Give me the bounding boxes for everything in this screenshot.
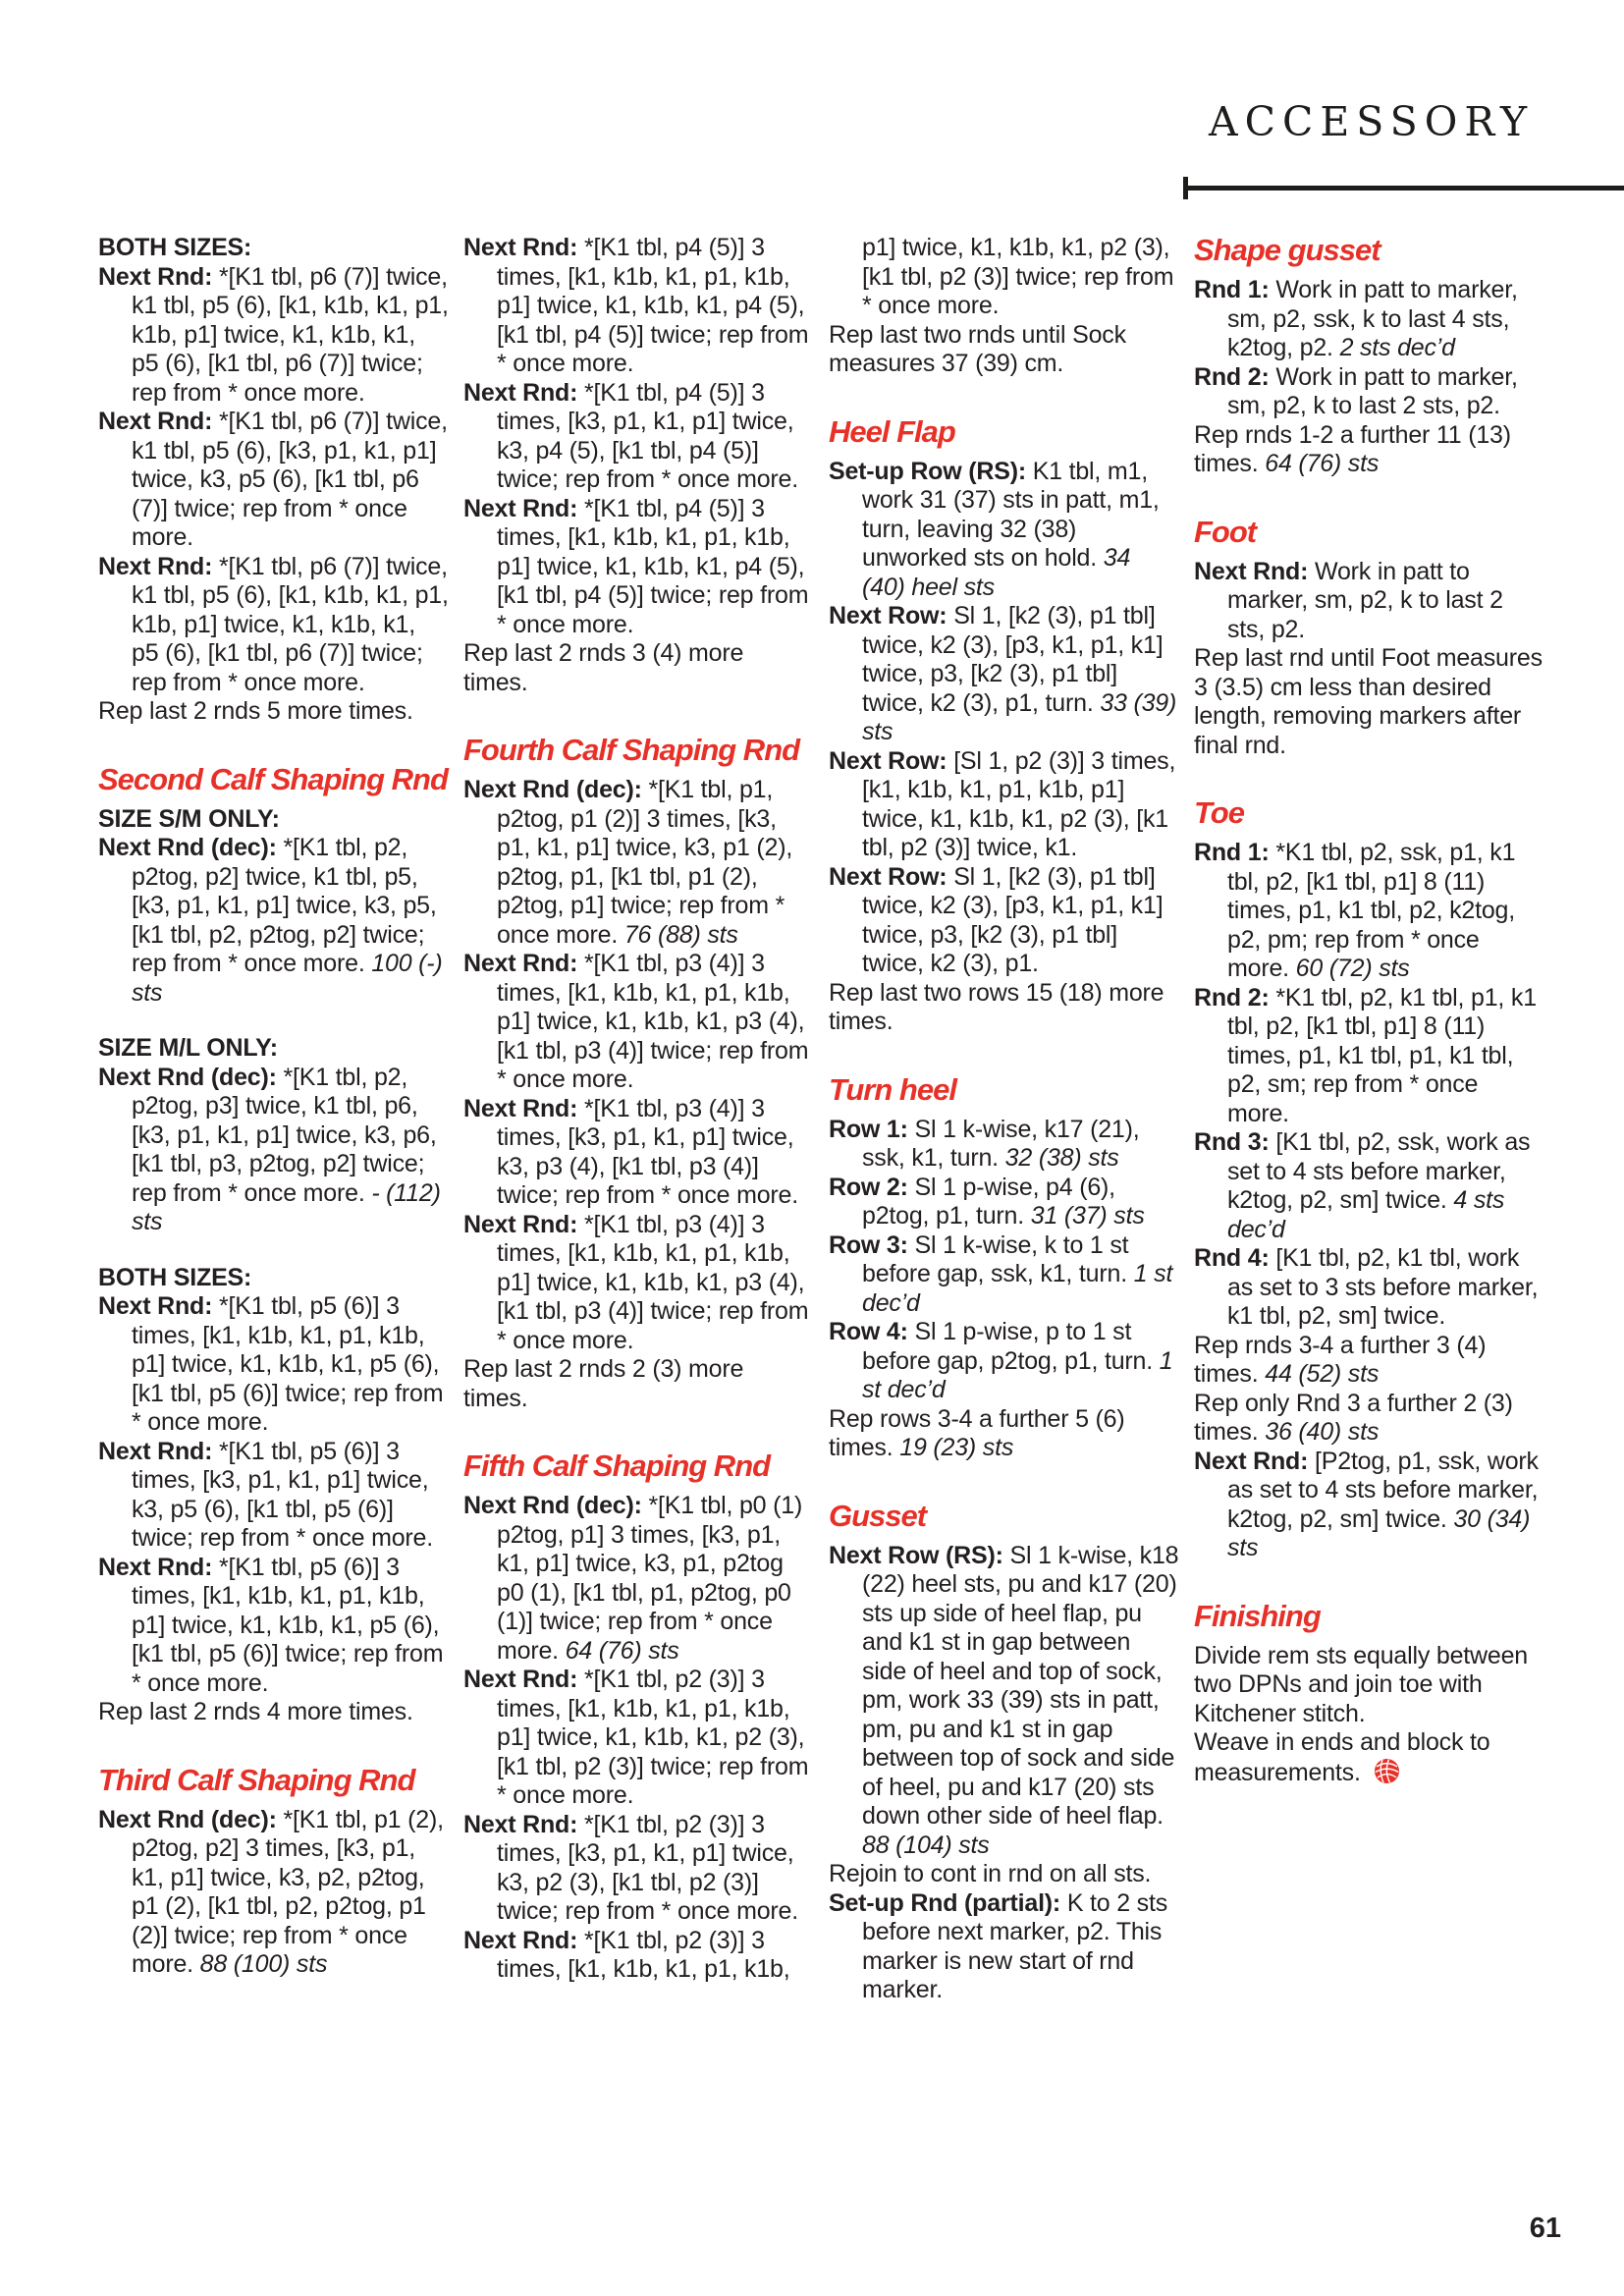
- size-subhead: SIZE M/L ONLY:: [98, 1034, 278, 1062]
- note-paragraph: Divide rem sts equally between two DPNs and join toe with Kitchener stitch.: [1194, 1641, 1528, 1727]
- note-paragraph: Rep rows 3-4 a further 5 (6) times. 19 (23) sts: [829, 1404, 1125, 1461]
- page-number: 61: [1529, 2213, 1561, 2244]
- instruction-paragraph: Next Rnd (dec): *[K1 tbl, p1 (2), p2tog, p2] 3 times, [k3, p1, k1, p1] twice, k3, p2, p2tog, p1 (2), [k1 tbl, p2, p2tog, p1 (2)] twice; rep from * once more. 88 (100) sts: [98, 1805, 444, 1978]
- note-paragraph: Rejoin to cont in rnd on all sts.: [829, 1860, 1152, 1887]
- instruction-paragraph: Next Rnd: *[K1 tbl, p4 (5)] 3 times, [k1, k1b, k1, p1, k1b, p1] twice, k1, k1b, k1, p4 (5), [k1 tbl, p4 (5)] twice; rep from * once more.: [463, 494, 809, 638]
- section-heading: Second Calf Shaping Rnd: [98, 761, 448, 796]
- column-2: [463, 234, 814, 2005]
- column-4: [1194, 234, 1544, 2005]
- instruction-paragraph: Next Rnd: *[K1 tbl, p2 (3)] 3 times, [k1, k1b, k1, p1, k1b,: [463, 1926, 790, 1983]
- instruction-paragraph: Next Rnd: *[K1 tbl, p3 (4)] 3 times, [k1, k1b, k1, p1, k1b, p1] twice, k1, k1b, k1, p3 (4), [k1 tbl, p3 (4)] twice; rep from * once more.: [463, 950, 809, 1093]
- instruction-paragraph: Set-up Row (RS): K1 tbl, m1, work 31 (37) sts in patt, m1, turn, leaving 32 (38) unworked sts on hold. 34 (40) heel sts: [829, 457, 1160, 601]
- instruction-paragraph: Row 2: Sl 1 p-wise, p4 (6), p2tog, p1, turn. 31 (37) sts: [829, 1173, 1145, 1230]
- instruction-paragraph: Next Row: Sl 1, [k2 (3), p1 tbl] twice, k2 (3), [p3, k1, p1, k1] twice, p3, [k2 (3), p1 tbl] twice, k2 (3), p1.: [829, 862, 1164, 977]
- instruction-paragraph: Next Rnd: *[K1 tbl, p6 (7)] twice, k1 tbl, p5 (6), [k1, k1b, k1, p1, k1b, p1] twice, k1, k1b, k1, p5 (6), [k1 tbl, p6 (7)] twice; rep from * once more.: [98, 552, 449, 696]
- instruction-paragraph: Next Row: Sl 1, [k2 (3), p1 tbl] twice, k2 (3), [p3, k1, p1, k1] twice, p3, [k2 (3), p1 tbl] twice, k2 (3), p1, turn. 33 (39) sts: [829, 602, 1177, 745]
- pattern-columns: [98, 234, 1544, 2005]
- column-1: [98, 234, 449, 2005]
- instruction-paragraph: Row 1: Sl 1 k-wise, k17 (21), ssk, k1, turn. 32 (38) sts: [829, 1115, 1140, 1172]
- instruction-paragraph: Rnd 2: *K1 tbl, p2, k1 tbl, p1, k1 tbl, p2, [k1 tbl, p1] 8 (11) times, p1, k1 tbl, p1, k1 tbl, p2, sm; rep from * once more.: [1194, 983, 1537, 1127]
- column-3: [829, 234, 1179, 2005]
- instruction-paragraph: Next Rnd: *[K1 tbl, p2 (3)] 3 times, [k3, p1, k1, p1] twice, k3, p2 (3), [k1 tbl, p2 (3)] twice; rep from * once more.: [463, 1810, 799, 1925]
- instruction-paragraph: Rnd 2: Work in patt to marker, sm, p2, k to last 2 sts, p2.: [1194, 362, 1518, 419]
- section-heading: Finishing: [1194, 1598, 1321, 1633]
- note-paragraph: Rep last 2 rnds 5 more times.: [98, 697, 413, 725]
- section-heading: Heel Flap: [829, 413, 955, 449]
- section-label: ACCESSORY: [1209, 98, 1535, 145]
- instruction-paragraph: Next Rnd (dec): *[K1 tbl, p1, p2tog, p1 (2)] 3 times, [k3, p1, k1, p1] twice, k3, p1 (2), p2tog, p1, [k1 tbl, p1 (2), p2tog, p1] twice; rep from * once more. 76 (88) sts: [463, 776, 793, 949]
- note-paragraph: Rep rnds 3-4 a further 3 (4) times. 44 (52) sts: [1194, 1331, 1487, 1388]
- size-subhead: BOTH SIZES:: [98, 1263, 252, 1291]
- note-paragraph: Rep last two rnds until Sock measures 37 (39) cm.: [829, 320, 1126, 377]
- instruction-paragraph: Rnd 3: [K1 tbl, p2, ssk, work as set to 4 sts before marker, k2tog, p2, sm] twice. 4 sts dec’d: [1194, 1128, 1531, 1243]
- instruction-paragraph: Next Rnd: *[K1 tbl, p6 (7)] twice, k1 tbl, p5 (6), [k3, p1, k1, p1] twice, k3, p5 (6), [k1 tbl, p6 (7)] twice; rep from * once more.: [98, 408, 448, 551]
- instruction-continuation: p1] twice, k1, k1b, k1, p2 (3), [k1 tbl, p2 (3)] twice; rep from * once more.: [862, 234, 1174, 319]
- instruction-paragraph: Next Rnd: *[K1 tbl, p3 (4)] 3 times, [k1, k1b, k1, p1, k1b, p1] twice, k1, k1b, k1, p3 (4), [k1 tbl, p3 (4)] twice; rep from * once more.: [463, 1210, 809, 1354]
- instruction-paragraph: Next Row (RS): Sl 1 k-wise, k18 (22) heel sts, pu and k17 (20) sts up side of heel flap, pu and k1 st in gap between side of heel and top of sock, pm, work 33 (39) sts in patt, pm, pu and k1 st in gap between top of sock and side of heel, pu and k17 (20) sts down other side of heel flap. 88 (104) sts: [829, 1541, 1179, 1859]
- instruction-paragraph: Next Rnd: *[K1 tbl, p5 (6)] 3 times, [k3, p1, k1, p1] twice, k3, p5 (6), [k1 tbl, p5 (6)] twice; rep from * once more.: [98, 1437, 434, 1552]
- note-paragraph: Rep rnds 1-2 a further 11 (13) times. 64 (76) sts: [1194, 420, 1511, 477]
- instruction-paragraph: Rnd 1: *K1 tbl, p2, ssk, p1, k1 tbl, p2, [k1 tbl, p1] 8 (11) times, p1, k1 tbl, p2, k2tog, p2, pm; rep from * once more. 60 (72) sts: [1194, 839, 1516, 982]
- section-heading: Third Calf Shaping Rnd: [98, 1762, 415, 1797]
- section-heading: Toe: [1194, 795, 1244, 830]
- instruction-paragraph: Next Rnd (dec): *[K1 tbl, p2, p2tog, p3] twice, k1 tbl, p6, [k3, p1, k1, p1] twice, k3, p6, [k1 tbl, p3, p2tog, p2] twice; rep from * once more. - (112) sts: [98, 1063, 441, 1235]
- section-heading: Foot: [1194, 514, 1257, 549]
- section-heading: Turn heel: [829, 1071, 956, 1107]
- yarn-ball-icon: [1374, 1758, 1400, 1784]
- instruction-paragraph: Rnd 1: Work in patt to marker, sm, p2, ssk, k to last 4 sts, k2tog, p2. 2 sts dec’d: [1194, 276, 1518, 361]
- instruction-paragraph: Next Rnd: *[K1 tbl, p2 (3)] 3 times, [k1, k1b, k1, p1, k1b, p1] twice, k1, k1b, k1, p2 (3), [k1 tbl, p2 (3)] twice; rep from * once more.: [463, 1666, 809, 1809]
- size-subhead: SIZE S/M ONLY:: [98, 804, 280, 833]
- instruction-paragraph: Next Rnd: Work in patt to marker, sm, p2, k to last 2 sts, p2.: [1194, 557, 1503, 643]
- note-paragraph: Rep last rnd until Foot measures 3 (3.5) cm less than desired length, removing markers after final rnd.: [1194, 644, 1543, 759]
- instruction-paragraph: Next Rnd: *[K1 tbl, p5 (6)] 3 times, [k1, k1b, k1, p1, k1b, p1] twice, k1, k1b, k1, p5 (6), [k1 tbl, p5 (6)] twice; rep from * once more.: [98, 1553, 444, 1697]
- instruction-paragraph: Next Rnd: *[K1 tbl, p6 (7)] twice, k1 tbl, p5 (6), [k1, k1b, k1, p1, k1b, p1] twice, k1, k1b, k1, p5 (6), [k1 tbl, p6 (7)] twice; rep from * once more.: [98, 262, 449, 407]
- instruction-paragraph: Next Rnd: *[K1 tbl, p3 (4)] 3 times, [k3, p1, k1, p1] twice, k3, p3 (4), [k1 tbl, p3 (4)] twice; rep from * once more.: [463, 1094, 799, 1209]
- section-heading: Gusset: [829, 1498, 927, 1533]
- instruction-paragraph: Next Row: [Sl 1, p2 (3)] 3 times, [k1, k1b, k1, p1, k1b, p1] twice, k1, k1b, k1, p2 (3), [k1 tbl, p2 (3)] twice, k1.: [829, 746, 1176, 861]
- instruction-paragraph: Next Rnd: *[K1 tbl, p5 (6)] 3 times, [k1, k1b, k1, p1, k1b, p1] twice, k1, k1b, k1, p5 (6), [k1 tbl, p5 (6)] twice; rep from * once more.: [98, 1292, 444, 1436]
- size-subhead: BOTH SIZES:: [98, 234, 252, 261]
- note-paragraph: Rep only Rnd 3 a further 2 (3) times. 36 (40) sts: [1194, 1389, 1513, 1446]
- section-heading: Fifth Calf Shaping Rnd: [463, 1449, 771, 1483]
- instruction-paragraph: Next Rnd: [P2tog, p1, ssk, work as set to 4 sts before marker, k2tog, p2, sm] twice. 30 (34) sts: [1194, 1447, 1539, 1561]
- instruction-paragraph: Row 3: Sl 1 k-wise, k to 1 st before gap, ssk, k1, turn. 1 st dec’d: [829, 1230, 1173, 1317]
- section-heading: Shape gusset: [1194, 233, 1380, 267]
- instruction-paragraph: Next Rnd (dec): *[K1 tbl, p2, p2tog, p2] twice, k1 tbl, p5, [k3, p1, k1, p1] twice, k3, p5, [k1 tbl, p2, p2tog, p2] twice; rep from * once more. 100 (-) sts: [98, 834, 443, 1007]
- instruction-paragraph: Set-up Rnd (partial): K to 2 sts before next marker, p2. This marker is new start of rnd marker.: [829, 1888, 1168, 2003]
- note-paragraph: Rep last 2 rnds 3 (4) more times.: [463, 639, 744, 696]
- instruction-paragraph: Row 4: Sl 1 p-wise, p to 1 st before gap, p2tog, p1, turn. 1 st dec’d: [829, 1318, 1173, 1403]
- note-paragraph: Rep last 2 rnds 2 (3) more times.: [463, 1355, 744, 1412]
- instruction-paragraph: Rnd 4: [K1 tbl, p2, k1 tbl, work as set to 3 sts before marker, k1 tbl, p2, sm] twice.: [1194, 1244, 1539, 1330]
- note-paragraph: Rep last two rows 15 (18) more times.: [829, 978, 1164, 1035]
- section-heading: Fourth Calf Shaping Rnd: [463, 733, 800, 767]
- note-paragraph: Rep last 2 rnds 4 more times.: [98, 1698, 413, 1725]
- instruction-paragraph: Next Rnd: *[K1 tbl, p4 (5)] 3 times, [k1, k1b, k1, p1, k1b, p1] twice, k1, k1b, k1, p4 (5), [k1 tbl, p4 (5)] twice; rep from * once more.: [463, 234, 809, 377]
- instruction-paragraph: Next Rnd: *[K1 tbl, p4 (5)] 3 times, [k3, p1, k1, p1] twice, k3, p4 (5), [k1 tbl, p4 (5)] twice; rep from * once more.: [463, 378, 799, 493]
- note-paragraph: Weave in ends and block to measurements.: [1194, 1728, 1490, 1786]
- instruction-paragraph: Next Rnd (dec): *[K1 tbl, p0 (1) p2tog, p1] 3 times, [k3, p1, k1, p1] twice, k3, p1, p2tog p0 (1), [k1 tbl, p1, p2tog, p0 (1)] twice; rep from * once more. 64 (76) sts: [463, 1492, 803, 1665]
- header-rule: [1183, 186, 1624, 191]
